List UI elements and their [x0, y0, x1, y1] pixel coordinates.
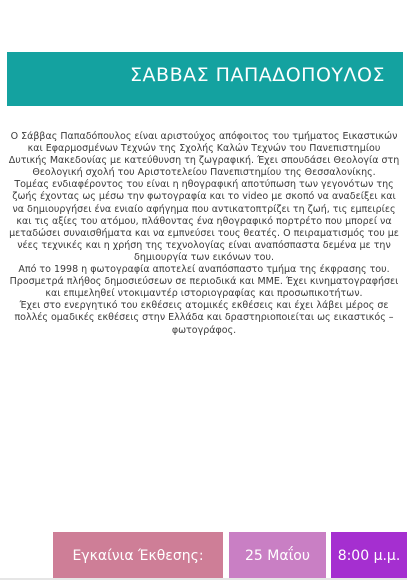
opening-time-button[interactable]: 8:00 μ.μ.	[331, 532, 407, 579]
artist-bio	[8, 131, 400, 337]
opening-date-button[interactable]: 25 Μαΐου	[229, 532, 326, 579]
bio-paragraph-exhibitions: Έχει στο ενεργητικό του εκθέσεις ατομικές εκθέσεις και έχει λάβει μέρος σε πολλές ομαδικές εκθέσεις στην Ελλάδα και δραστηριοποιείται ως εικαστικός – φωτογράφος.	[14, 300, 394, 336]
artist-name-title: ΣΑΒΒΑΣ ΠΑΠΑΔΟΠΟΥΛΟΣ	[130, 64, 385, 86]
header-banner	[7, 52, 403, 106]
opening-label-button[interactable]: Εγκαίνια Έκθεσης:	[53, 532, 223, 579]
bio-paragraph-education: Ο Σάββας Παπαδόπουλος είναι αριστούχος απόφοιτος του τμήματος Εικαστικών και Εφαρμοσμένων Τεχνών της Σχολής Καλών Τεχνών του Πανεπιστημίου Δυτικής Μακεδονίας με κατεύθυνση τη ζωγραφική. Έχει σπουδάσει Θεολογία στη Θεολογική σχολή του Αριστοτελείου Πανεπιστημίου της Θεσσαλονίκης.	[8, 131, 400, 179]
bio-paragraph-career: Από το 1998 η φωτογραφία αποτελεί αναπόσπαστο τμήμα της έκφρασης του. Προσμετρά πλήθος δημοσιεύσεων σε περιοδικά και ΜΜΕ. Έχει κινηματογραφήσει και επιμεληθεί ντοκιμαντέρ ιστοριογραφίας και προσωπικοτήτων.	[9, 264, 399, 300]
bio-paragraph-interests: Τομέας ενδιαφέροντος του είναι η ηθογραφική αποτύπωση των γεγονότων της ζωής έχοντας ως μέσω την φωτογραφία και το video με σκοπό να αναδείξει και να δημιουργήσει ένα ενιαίο αφήγημα που αντικατοπτρίζει τη ζωή, τις εμπειρίες και τις αξίες του ατόμου, πλάθοντας ένα ηθογραφικό πορτρέτο που μπορεί να μεταδώσει συναισθήματα και να εμπνεύσει τους θεατές. Ο πειραματισμός του με νέες τεχνικές και η χρήση της τεχνολογίας είναι αναπόσπαστα δεμένα με την δημιουργία των εικόνων του.	[9, 179, 399, 263]
